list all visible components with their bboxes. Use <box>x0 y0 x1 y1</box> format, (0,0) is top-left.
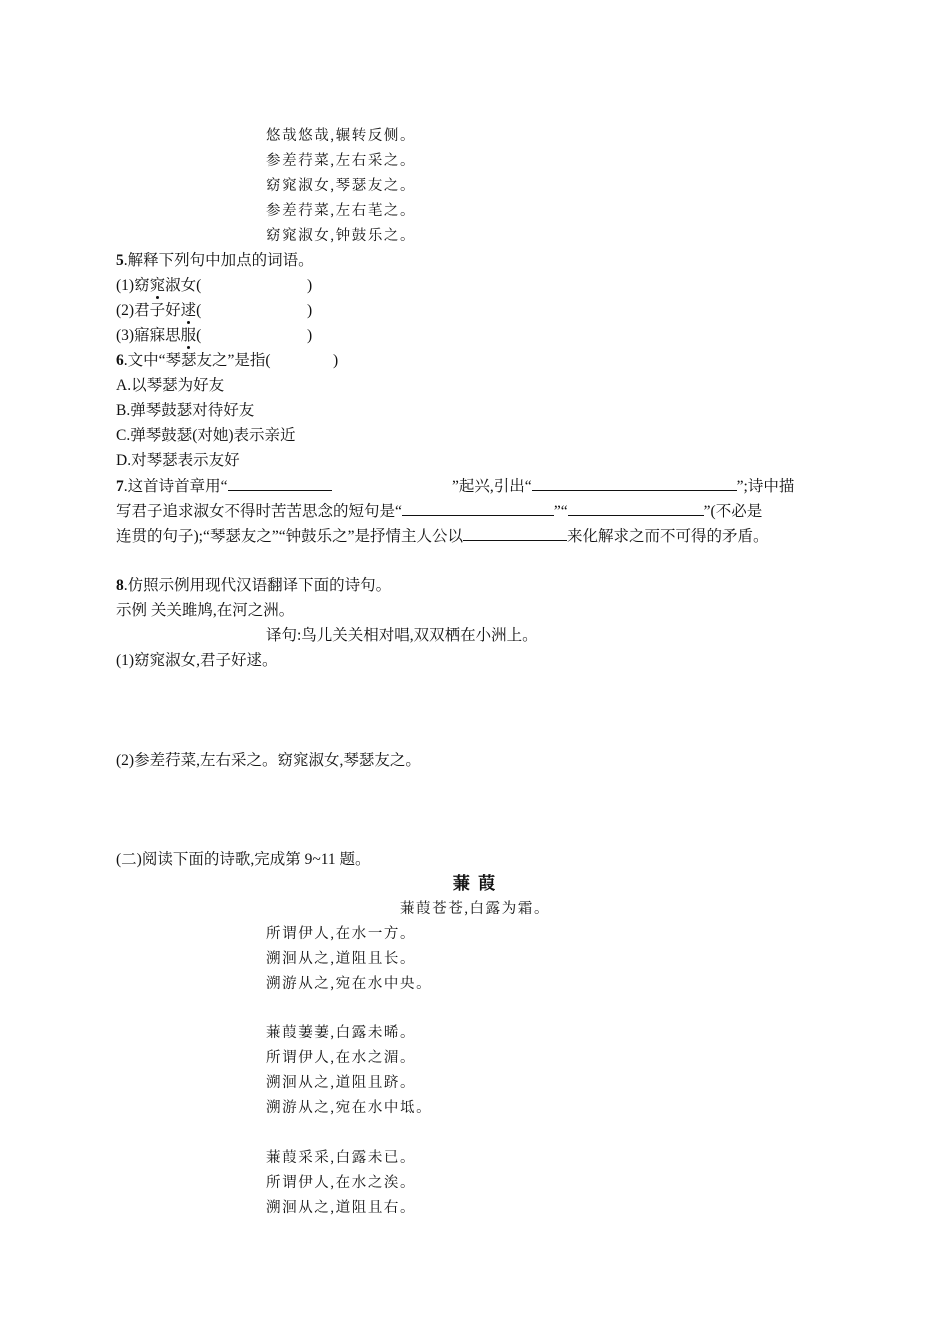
poem-line: 溯洄从之,道阻且长。 <box>266 951 417 967</box>
question-number: 5 <box>116 252 124 269</box>
question-8-item-2: (2)参差荇菜,左右采之。窈窕淑女,琴瑟友之。 <box>116 752 421 769</box>
dotted-character: 窕 <box>149 277 166 294</box>
poem-line: 溯洄从之,道阻且右。 <box>266 1200 417 1216</box>
poem-line: 参差荇菜,左右芼之。 <box>266 203 417 219</box>
option-a: A.以琴瑟为好友 <box>116 377 225 394</box>
closing-paren: ) <box>307 327 313 344</box>
question-text: .文中“琴瑟友之”是指( <box>123 352 271 369</box>
poem-line: 所谓伊人,在水之湄。 <box>266 1050 417 1066</box>
question-text: .仿照示例用现代汉语翻译下面的诗句。 <box>123 577 392 594</box>
example-translation: 译句:鸟儿关关相对唱,双双栖在小洲上。 <box>266 627 538 644</box>
question-7-line-2 <box>116 501 762 522</box>
closing-paren: ) <box>307 277 313 294</box>
item-text: ( <box>196 302 202 319</box>
answer-blank[interactable] <box>568 501 704 516</box>
question-8-item-1: (1)窈窕淑女,君子好逑。 <box>116 652 278 669</box>
option-d: D.对琴瑟表示友好 <box>116 452 240 469</box>
dotted-character: 服 <box>180 327 197 344</box>
poem-line: 窈窕淑女,钟鼓乐之。 <box>266 228 417 244</box>
poem-line: 所谓伊人,在水一方。 <box>266 926 417 942</box>
poem-first-line: 蒹葭苍苍,白露为霜。 <box>399 901 551 917</box>
question-text: .这首诗首章用“ <box>123 478 228 495</box>
question-text: 写君子追求淑女不得时苦苦思念的短句是“ <box>116 503 402 520</box>
poem-line: 溯游从之,宛在水中坻。 <box>266 1100 433 1116</box>
question-text: 连贯的句子);“琴瑟友之”“钟鼓乐之”是抒情主人公以 <box>116 528 463 545</box>
example <box>116 601 294 621</box>
item-text: 淑女( <box>165 277 202 294</box>
section-heading: (二)阅读下面的诗歌,完成第 9~11 题。 <box>116 851 371 868</box>
closing-paren: ) <box>333 352 339 369</box>
question-text: 来化解求之而不可得的矛盾。 <box>567 528 769 545</box>
question-text: .解释下列句中加点的词语。 <box>123 252 314 269</box>
dotted-character: 逑 <box>180 302 197 319</box>
question-number: 6 <box>116 352 124 369</box>
question-7-line-3 <box>116 526 769 547</box>
poem-line: 蒹葭萋萋,白露未晞。 <box>266 1025 417 1041</box>
poem-line: 悠哉悠哉,辗转反侧。 <box>266 128 417 144</box>
answer-blank[interactable] <box>463 526 567 541</box>
item-text: (2)君子好 <box>116 302 181 319</box>
question-5-stem <box>116 251 314 271</box>
question-5-item-2 <box>116 301 201 321</box>
question-5-item-1 <box>116 276 201 296</box>
option-c: C.弹琴鼓瑟(对她)表示亲近 <box>116 427 296 444</box>
question-7-line-1b <box>452 476 794 497</box>
item-text: ( <box>196 327 202 344</box>
question-text: ”(不必是 <box>703 503 763 520</box>
item-text: (1)窈 <box>116 277 150 294</box>
question-text: ”起兴,引出“ <box>452 478 532 495</box>
option-b: B.弹琴鼓瑟对待好友 <box>116 402 255 419</box>
question-text: ”;诗中描 <box>736 478 795 495</box>
question-number: 8 <box>116 577 124 594</box>
answer-blank[interactable] <box>402 501 554 516</box>
question-text: ”“ <box>553 503 568 520</box>
question-8-stem <box>116 576 391 596</box>
answer-blank[interactable] <box>532 476 737 491</box>
poem-title: 蒹 葭 <box>452 874 498 893</box>
poem-line: 溯洄从之,道阻且跻。 <box>266 1075 417 1091</box>
closing-paren: ) <box>307 302 313 319</box>
poem-line: 窈窕淑女,琴瑟友之。 <box>266 178 417 194</box>
question-5-item-3 <box>116 326 201 346</box>
question-6-stem <box>116 351 271 371</box>
poem-line: 所谓伊人,在水之涘。 <box>266 1175 417 1191</box>
poem-line: 溯游从之,宛在水中央。 <box>266 976 433 992</box>
answer-blank[interactable] <box>228 476 332 491</box>
item-text: (3)寤寐思 <box>116 327 181 344</box>
question-number: 7 <box>116 478 124 495</box>
poem-line: 蒹葭采采,白露未已。 <box>266 1150 417 1166</box>
question-7-line-1 <box>116 476 332 497</box>
example-label: 示例 <box>116 602 148 619</box>
poem-line: 参差荇菜,左右采之。 <box>266 153 417 169</box>
example-text: 关关雎鸠,在河之洲。 <box>147 602 295 619</box>
